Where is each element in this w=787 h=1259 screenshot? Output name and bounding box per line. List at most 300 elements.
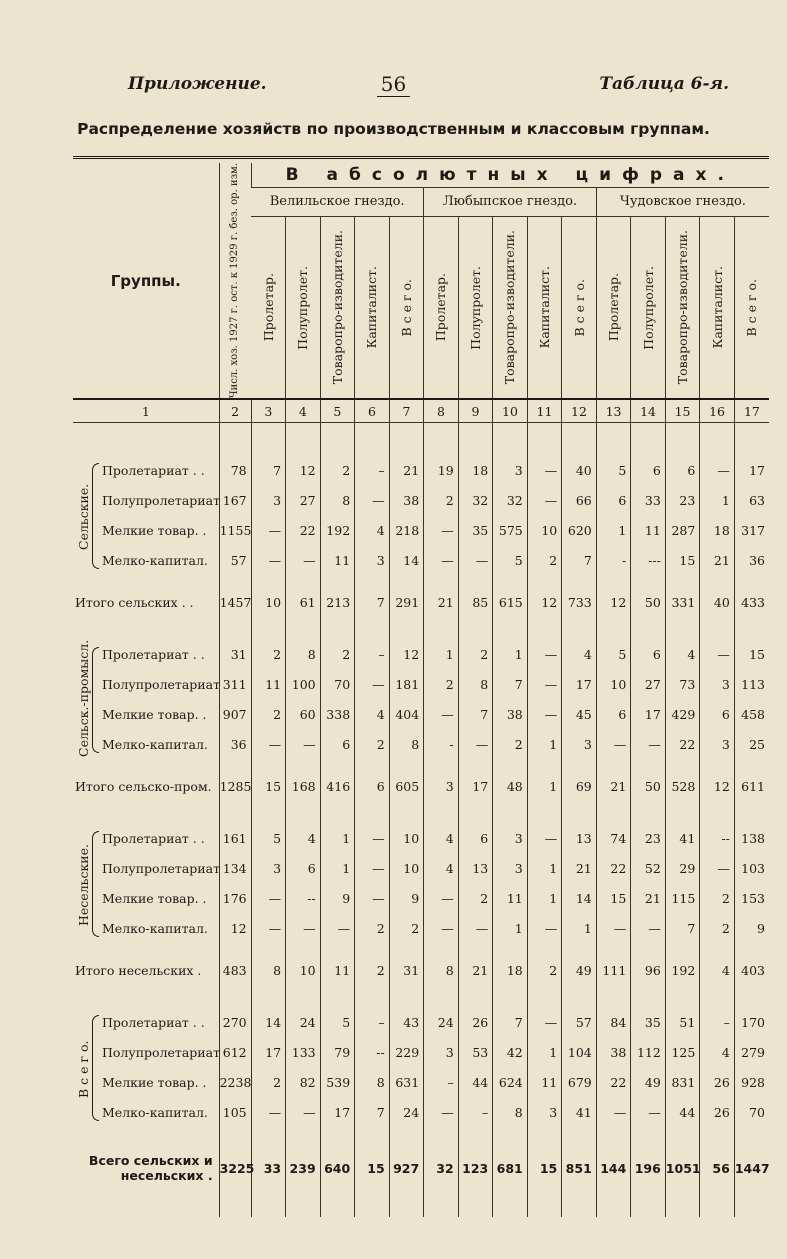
total-cell: 213 bbox=[320, 585, 355, 619]
data-cell: 2 bbox=[700, 913, 735, 943]
table-row bbox=[73, 485, 769, 515]
total-cell: 1 bbox=[527, 769, 562, 803]
data-cell: 35 bbox=[458, 515, 493, 545]
data-cell: – bbox=[355, 1007, 390, 1037]
page-number-text: 56 bbox=[377, 72, 410, 97]
subcol-header bbox=[734, 216, 769, 399]
row-label-cell bbox=[73, 729, 219, 759]
data-cell: 2 bbox=[527, 545, 562, 575]
nest-header: Чудовское гнездо. bbox=[596, 187, 769, 216]
data-cell: 32 bbox=[493, 485, 528, 515]
spacer-cell bbox=[665, 1189, 700, 1217]
spacer-cell bbox=[700, 987, 735, 1007]
spacer-cell bbox=[424, 943, 459, 953]
data-cell: 9 bbox=[389, 883, 424, 913]
spacer-cell bbox=[320, 575, 355, 585]
spacer-cell bbox=[458, 423, 493, 456]
row-label: Мелкие товар. . bbox=[102, 522, 207, 538]
row-label-cell bbox=[73, 485, 219, 515]
data-cell: — bbox=[527, 669, 562, 699]
data-cell: 1 bbox=[700, 485, 735, 515]
spacer-cell bbox=[458, 987, 493, 1007]
spacer-cell bbox=[320, 759, 355, 769]
spacer-cell bbox=[734, 619, 769, 639]
data-cell: 404 bbox=[389, 699, 424, 729]
data-cell: 1 bbox=[527, 883, 562, 913]
data-cell: 3 bbox=[700, 669, 735, 699]
spacer-cell bbox=[219, 619, 251, 639]
total-cell: 18 bbox=[493, 953, 528, 987]
spacer-cell bbox=[219, 1127, 251, 1147]
spacer-row bbox=[73, 803, 769, 823]
data-cell: — bbox=[320, 913, 355, 943]
data-cell: 6 bbox=[631, 455, 666, 485]
data-cell: — bbox=[700, 853, 735, 883]
spacer-cell bbox=[73, 575, 219, 585]
spacer-cell bbox=[562, 423, 597, 456]
row-label: Пролетариат . . bbox=[102, 830, 205, 846]
spacer-row bbox=[73, 423, 769, 456]
row-label: Полупролетариат bbox=[102, 676, 220, 692]
data-cell: 218 bbox=[389, 515, 424, 545]
data-cell: 1 bbox=[527, 853, 562, 883]
spacer-cell bbox=[458, 1127, 493, 1147]
column-number: 5 bbox=[320, 399, 355, 423]
spacer-cell bbox=[219, 1189, 251, 1217]
spacer-cell bbox=[700, 1127, 735, 1147]
grand-total-cell: 33 bbox=[251, 1147, 286, 1189]
spacer-cell bbox=[251, 987, 286, 1007]
spacer-cell bbox=[665, 575, 700, 585]
grand-total-cell: 144 bbox=[596, 1147, 631, 1189]
spacer-cell bbox=[631, 943, 666, 953]
table-row bbox=[73, 1037, 769, 1067]
spacer-cell bbox=[700, 423, 735, 456]
spacer-cell bbox=[320, 1189, 355, 1217]
spacer-row bbox=[73, 575, 769, 585]
column-number: 6 bbox=[355, 399, 390, 423]
data-cell: 6 bbox=[631, 639, 666, 669]
data-cell: 3 bbox=[355, 545, 390, 575]
data-cell: — bbox=[631, 729, 666, 759]
spacer-cell bbox=[734, 803, 769, 823]
grand-total-cell: 15 bbox=[355, 1147, 390, 1189]
spacer-cell bbox=[251, 1127, 286, 1147]
total-cell: 17 bbox=[458, 769, 493, 803]
data-cell: 125 bbox=[665, 1037, 700, 1067]
spacer-cell bbox=[286, 575, 321, 585]
row-label-cell bbox=[73, 1067, 219, 1097]
grand-total-label bbox=[73, 1147, 219, 1189]
data-cell: — bbox=[527, 485, 562, 515]
subcol-header-text: Товаропро-изводители. bbox=[502, 230, 518, 385]
data-cell: 3 bbox=[493, 823, 528, 853]
spacer-cell bbox=[493, 423, 528, 456]
table-row bbox=[73, 853, 769, 883]
grand-total-cell: 123 bbox=[458, 1147, 493, 1189]
data-cell: — bbox=[424, 515, 459, 545]
table-number: Таблица 6-я. bbox=[599, 74, 729, 94]
data-cell: 36 bbox=[219, 729, 251, 759]
column-number: 8 bbox=[424, 399, 459, 423]
data-cell: 12 bbox=[219, 913, 251, 943]
spacer-cell bbox=[219, 943, 251, 953]
table-row bbox=[73, 729, 769, 759]
data-cell: 35 bbox=[631, 1007, 666, 1037]
data-cell: 38 bbox=[596, 1037, 631, 1067]
spacer-cell bbox=[424, 803, 459, 823]
data-cell: 311 bbox=[219, 669, 251, 699]
spacer-cell bbox=[527, 803, 562, 823]
spacer-cell bbox=[734, 943, 769, 953]
data-cell: 57 bbox=[562, 1007, 597, 1037]
total-cell: 96 bbox=[631, 953, 666, 987]
spacer-cell bbox=[562, 987, 597, 1007]
spacer-cell bbox=[355, 943, 390, 953]
data-cell: 23 bbox=[631, 823, 666, 853]
spacer-cell bbox=[700, 1189, 735, 1217]
spacer-cell bbox=[73, 759, 219, 769]
data-cell: 5 bbox=[251, 823, 286, 853]
row-label-cell bbox=[73, 853, 219, 883]
data-cell: 10 bbox=[389, 823, 424, 853]
spacer-cell bbox=[355, 987, 390, 1007]
row-label-cell bbox=[73, 669, 219, 699]
data-cell: 12 bbox=[286, 455, 321, 485]
data-cell: 44 bbox=[458, 1067, 493, 1097]
data-cell: 2 bbox=[320, 639, 355, 669]
data-cell: 78 bbox=[219, 455, 251, 485]
data-cell: — bbox=[251, 729, 286, 759]
spacer-row bbox=[73, 1127, 769, 1147]
spacer-cell bbox=[665, 803, 700, 823]
data-cell: 3 bbox=[493, 455, 528, 485]
data-cell: 5 bbox=[493, 545, 528, 575]
count-header-text: Числ. хоз. 1927 г. ост. к 1929 г. без. ор. изм. bbox=[229, 163, 241, 399]
total-cell: 168 bbox=[286, 769, 321, 803]
data-cell: 22 bbox=[665, 729, 700, 759]
data-cell: 7 bbox=[493, 1007, 528, 1037]
spacer-cell bbox=[251, 759, 286, 769]
spacer-cell bbox=[631, 803, 666, 823]
spacer-cell bbox=[562, 575, 597, 585]
spacer-cell bbox=[596, 619, 631, 639]
data-cell: 5 bbox=[320, 1007, 355, 1037]
data-cell: 27 bbox=[631, 669, 666, 699]
table-row bbox=[73, 1097, 769, 1127]
grand-total-cell: 640 bbox=[320, 1147, 355, 1189]
spacer-cell bbox=[458, 575, 493, 585]
data-cell: 161 bbox=[219, 823, 251, 853]
data-cell: 6 bbox=[286, 853, 321, 883]
data-cell: 70 bbox=[320, 669, 355, 699]
spacer-cell bbox=[389, 759, 424, 769]
data-cell: 192 bbox=[320, 515, 355, 545]
column-number: 13 bbox=[596, 399, 631, 423]
data-cell: 2 bbox=[458, 883, 493, 913]
data-cell: 22 bbox=[596, 853, 631, 883]
spacer-cell bbox=[286, 803, 321, 823]
data-cell: 33 bbox=[631, 485, 666, 515]
data-cell: 287 bbox=[665, 515, 700, 545]
spacer-cell bbox=[665, 423, 700, 456]
row-label-cell bbox=[73, 545, 219, 575]
data-cell: 53 bbox=[458, 1037, 493, 1067]
spacer-cell bbox=[286, 1127, 321, 1147]
total-cell: 15 bbox=[251, 769, 286, 803]
total-label: Итого сельских . . bbox=[75, 594, 194, 610]
data-cell: 134 bbox=[219, 853, 251, 883]
data-cell: 26 bbox=[700, 1097, 735, 1127]
spacer-cell bbox=[700, 803, 735, 823]
data-cell: 7 bbox=[355, 1097, 390, 1127]
data-cell: 38 bbox=[389, 485, 424, 515]
grand-total-cell: 32 bbox=[424, 1147, 459, 1189]
data-cell: 27 bbox=[286, 485, 321, 515]
data-cell: 41 bbox=[562, 1097, 597, 1127]
data-cell: 2 bbox=[424, 485, 459, 515]
data-cell: — bbox=[355, 823, 390, 853]
grand-total-cell: 851 bbox=[562, 1147, 597, 1189]
data-cell: 31 bbox=[219, 639, 251, 669]
total-cell: 615 bbox=[493, 585, 528, 619]
spacer-cell bbox=[355, 575, 390, 585]
data-cell: --- bbox=[631, 545, 666, 575]
data-cell: — bbox=[700, 455, 735, 485]
data-cell: 19 bbox=[424, 455, 459, 485]
column-number: 3 bbox=[251, 399, 286, 423]
spacer-cell bbox=[219, 575, 251, 585]
subcol-header-text: Полупролет. bbox=[640, 265, 656, 350]
column-number: 1 bbox=[73, 399, 219, 423]
data-cell: 51 bbox=[665, 1007, 700, 1037]
data-cell: 8 bbox=[458, 669, 493, 699]
data-cell: 84 bbox=[596, 1007, 631, 1037]
total-cell: 49 bbox=[562, 953, 597, 987]
spacer-cell bbox=[665, 759, 700, 769]
data-cell: 63 bbox=[734, 485, 769, 515]
appendix-label: Приложение. bbox=[128, 74, 267, 94]
data-cell: 3 bbox=[527, 1097, 562, 1127]
row-label-cell bbox=[73, 699, 219, 729]
total-label: Итого сельско-пром. bbox=[75, 778, 212, 794]
data-cell: — bbox=[286, 1097, 321, 1127]
data-cell: 6 bbox=[665, 455, 700, 485]
data-cell: 7 bbox=[251, 455, 286, 485]
total-cell: 21 bbox=[596, 769, 631, 803]
data-cell: 1 bbox=[493, 913, 528, 943]
data-cell: 24 bbox=[389, 1097, 424, 1127]
data-cell: – bbox=[700, 1007, 735, 1037]
data-cell: 4 bbox=[286, 823, 321, 853]
total-cell: 3 bbox=[424, 769, 459, 803]
data-cell: 115 bbox=[665, 883, 700, 913]
data-cell: 170 bbox=[734, 1007, 769, 1037]
data-cell: 21 bbox=[631, 883, 666, 913]
data-cell: 36 bbox=[734, 545, 769, 575]
row-label: Мелко-капитал. bbox=[102, 552, 208, 568]
data-cell: 167 bbox=[219, 485, 251, 515]
total-cell: 12 bbox=[596, 585, 631, 619]
data-cell: 4 bbox=[562, 639, 597, 669]
data-cell: 49 bbox=[631, 1067, 666, 1097]
total-cell: 48 bbox=[493, 769, 528, 803]
data-cell: 21 bbox=[562, 853, 597, 883]
total-label: Итого несельских . bbox=[75, 962, 202, 978]
spacer-cell bbox=[320, 423, 355, 456]
data-cell: 1155 bbox=[219, 515, 251, 545]
spacer-cell bbox=[527, 759, 562, 769]
data-cell: 2 bbox=[355, 729, 390, 759]
data-cell: 10 bbox=[596, 669, 631, 699]
spacer-cell bbox=[596, 759, 631, 769]
data-cell: 176 bbox=[219, 883, 251, 913]
data-cell: 539 bbox=[320, 1067, 355, 1097]
spacer-cell bbox=[562, 803, 597, 823]
spacer-cell bbox=[493, 803, 528, 823]
spacer-cell bbox=[596, 987, 631, 1007]
table-row bbox=[73, 515, 769, 545]
subcol-header-text: В с е г о. bbox=[571, 278, 587, 337]
spacer-cell bbox=[665, 987, 700, 1007]
data-cell: 8 bbox=[320, 485, 355, 515]
data-cell: 17 bbox=[320, 1097, 355, 1127]
total-cell: 192 bbox=[665, 953, 700, 987]
spacer-cell bbox=[389, 575, 424, 585]
data-cell: 1 bbox=[527, 1037, 562, 1067]
data-cell: — bbox=[251, 883, 286, 913]
total-cell: 4 bbox=[700, 953, 735, 987]
data-cell: 11 bbox=[251, 669, 286, 699]
data-cell: 17 bbox=[631, 699, 666, 729]
row-label: Пролетариат . . bbox=[102, 646, 205, 662]
total-cell: 40 bbox=[700, 585, 735, 619]
spacer-cell bbox=[493, 943, 528, 953]
spacer-cell bbox=[562, 1127, 597, 1147]
subcol-header bbox=[389, 216, 424, 399]
data-cell: 181 bbox=[389, 669, 424, 699]
spacer-cell bbox=[458, 803, 493, 823]
row-label: Мелкие товар. . bbox=[102, 706, 207, 722]
total-cell: 21 bbox=[458, 953, 493, 987]
data-cell: — bbox=[286, 913, 321, 943]
data-cell: 57 bbox=[219, 545, 251, 575]
spacer-cell bbox=[219, 759, 251, 769]
grand-total-cell: 3225 bbox=[219, 1147, 251, 1189]
spacer-cell bbox=[493, 987, 528, 1007]
spacer-cell bbox=[219, 803, 251, 823]
spacer-cell bbox=[562, 1189, 597, 1217]
column-numbers-row bbox=[73, 399, 769, 423]
table-row bbox=[73, 455, 769, 485]
spacer-cell bbox=[631, 619, 666, 639]
spacer-cell bbox=[73, 987, 219, 1007]
column-number: 16 bbox=[700, 399, 735, 423]
data-cell: — bbox=[355, 669, 390, 699]
grand-total-cell: 239 bbox=[286, 1147, 321, 1189]
spacer-cell bbox=[527, 575, 562, 585]
data-cell: 3 bbox=[251, 853, 286, 883]
data-cell: — bbox=[286, 545, 321, 575]
data-cell: 1 bbox=[320, 823, 355, 853]
section-name: Сельск.-промысл. bbox=[76, 640, 91, 758]
spacer-cell bbox=[562, 619, 597, 639]
row-label: Мелко-капитал. bbox=[102, 920, 208, 936]
subcol-header-text: Товаропро-изводители. bbox=[675, 230, 691, 385]
total-cell: 69 bbox=[562, 769, 597, 803]
spacer-cell bbox=[320, 943, 355, 953]
grand-total-cell: 1447 bbox=[734, 1147, 769, 1189]
total-cell: 6 bbox=[355, 769, 390, 803]
spacer-cell bbox=[458, 1189, 493, 1217]
data-cell: 11 bbox=[527, 1067, 562, 1097]
data-cell: — bbox=[458, 545, 493, 575]
data-cell: 24 bbox=[286, 1007, 321, 1037]
spacer-cell bbox=[286, 943, 321, 953]
row-label-cell bbox=[73, 1097, 219, 1127]
data-cell: — bbox=[251, 545, 286, 575]
total-cell: 2 bbox=[355, 953, 390, 987]
data-cell: 41 bbox=[665, 823, 700, 853]
subcol-header bbox=[631, 216, 666, 399]
spacer-cell bbox=[286, 987, 321, 1007]
spacer-cell bbox=[700, 619, 735, 639]
data-cell: 13 bbox=[458, 853, 493, 883]
data-cell: – bbox=[355, 639, 390, 669]
total-cell: 1285 bbox=[219, 769, 251, 803]
data-cell: — bbox=[631, 913, 666, 943]
data-cell: 624 bbox=[493, 1067, 528, 1097]
subcol-header-text: Пролетар. bbox=[606, 273, 622, 342]
spacer-cell bbox=[424, 759, 459, 769]
data-cell: 17 bbox=[734, 455, 769, 485]
data-cell: 6 bbox=[596, 699, 631, 729]
data-cell: 8 bbox=[493, 1097, 528, 1127]
spacer-cell bbox=[596, 943, 631, 953]
total-cell: 605 bbox=[389, 769, 424, 803]
total-cell: 31 bbox=[389, 953, 424, 987]
section-name: Сельские. bbox=[76, 484, 91, 551]
grand-total-label-line2: несельских . bbox=[120, 1168, 213, 1184]
spacer-cell bbox=[355, 803, 390, 823]
data-cell: 429 bbox=[665, 699, 700, 729]
data-cell: 113 bbox=[734, 669, 769, 699]
spacer-cell bbox=[73, 943, 219, 953]
grand-total-row bbox=[73, 1147, 769, 1189]
data-cell: 5 bbox=[596, 639, 631, 669]
data-cell: — bbox=[596, 729, 631, 759]
data-cell: 17 bbox=[562, 669, 597, 699]
column-number: 14 bbox=[631, 399, 666, 423]
spacer-cell bbox=[527, 1189, 562, 1217]
section-name: Несельские. bbox=[76, 844, 91, 927]
data-cell: 15 bbox=[734, 639, 769, 669]
data-cell: 43 bbox=[389, 1007, 424, 1037]
data-cell: 2 bbox=[251, 639, 286, 669]
spacer-cell bbox=[424, 987, 459, 1007]
spacer-cell bbox=[424, 1189, 459, 1217]
spacer-cell bbox=[631, 1127, 666, 1147]
spacer-cell bbox=[493, 1189, 528, 1217]
data-cell: 11 bbox=[320, 545, 355, 575]
data-cell: 2238 bbox=[219, 1067, 251, 1097]
grand-total-cell: 15 bbox=[527, 1147, 562, 1189]
grand-total-cell: 196 bbox=[631, 1147, 666, 1189]
row-label: Мелко-капитал. bbox=[102, 736, 208, 752]
data-cell: 32 bbox=[458, 485, 493, 515]
spacer-cell bbox=[286, 619, 321, 639]
data-cell: 3 bbox=[562, 729, 597, 759]
